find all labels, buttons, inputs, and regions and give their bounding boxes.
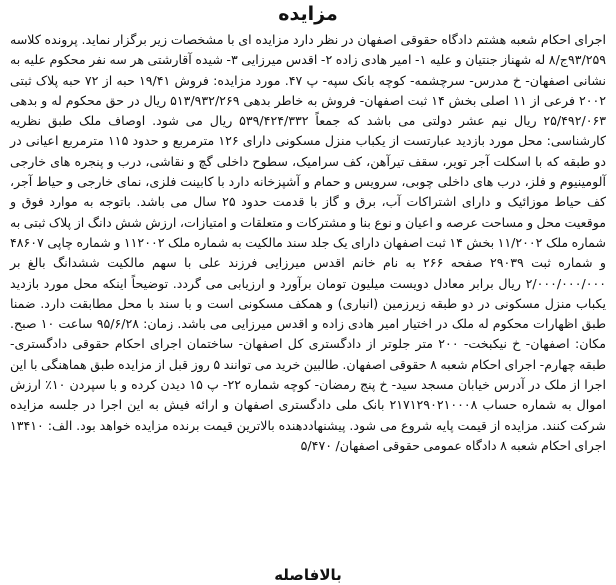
notice-footer-cut: بالافاصله [274,566,342,584]
notice-title: مزایده [278,3,338,25]
notice-body: اجرای احکام شعبه هشتم دادگاه حقوقی اصفهان در نظر دارد مزایده ای با مشخصات زیر برگزار نماید. پرونده کلاسه ۹۳/۲۵۹ج/۸ له شهناز جنتیان و علیه ۱- امیر هادی زاده ۲- اقدس میرزایی ۳- شیده آقارشتی هر سه نفر محکوم علیه به نشانی اصفهان- خ مدرس- سرچشمه- کوچه بانک سپه- پ ۴۷. مورد مزایده: فروش ۱۹/۴۱ حبه از ۷۲ حبه پلاک ثبتی ۲۰۰۲ فرعی از ۱۱ اصلی بخش ۱۴ ثبت اصفهان- فروش به خاطر بدهی ۵۱۳/۹۳۲/۲۶۹ ریال در حق محکوم له و بدهی ۲۵/۴۹۲/۰۶۳ ریال نیم عشر دولتی می باشد که جمعاً ۵۳۹/۴۲۴/۳۳۲ ریال می شود. اوصاف ملک طبق نظریه کارشناسی: محل مورد بازدید عبارتست از یکباب منزل مسکونی دارای ۱۲۶ مترمربع و حدود ۱۱۵ مترمربع اعیانی در دو طبقه که با اسکلت آجر تویر، سقف تیرآهن، کف سرامیک، سطوح داخلی گچ و نقاشی، درب و پنجره های خارجی آلومینیوم و فلز، درب های داخلی چوبی، سرویس و حمام و آشپزخانه دارد با کابینت فلزی، نمای خارجی و حیاط آجر، کف حیاط موزائیک و دارای اشتراکات آب، برق و گاز با قدمت حدود ۲۵ سال می باشد. باتوجه به موارد فوق و موقعیت محل و مساحت عرصه و اعیان و نوع بنا و مشترکات و متعلقات و امتیازات، ارزش شش دانگ از پلاک ثبتی به شماره ملک ۱۱/۲۰۰۲ بخش ۱۴ ثبت اصفهان دارای یک جلد سند مالکیت به شماره ملک ۱۱۲۰۰۲ و شماره چاپی ۴۸۶۰۷ و شماره ثبت ۲۹۰۳۹ صفحه ۲۶۶ به نام خانم اقدس میرزایی فرزند علی با سهم مالکیت ششدانگ بالغ بر ۲/۰۰۰/۰۰۰/۰۰۰ ریال برابر معادل دویست میلیون تومان برآورد و ارزیابی می گردد. توضیحاً اینکه محل مورد بازدید یکباب منزل مسکونی در دو طبقه زیرزمین (انباری) و همکف مسکونی است و با سند با محل مطابقت دارد. ضمنا طبق اظهارات محکوم له ملک در اختیار امیر هادی زاده و اقدس میرزایی می باشد. زمان: ۹۵/۶/۲۸ ساعت ۱۰ صبح. مکان: اصفهان- خ نیکبخت- ۲۰۰ متر جلوتر از دادگستری کل اصفهان- ساختمان اجرای احکام حقوقی دادگستری- طبقه چهارم- اجرای احکام شعبه ۸ حقوقی اصفهان. طالبین خرید می توانند ۵ روز قبل از مزایده طبق هماهنگی با این اجرا از ملک در آدرس خیابان مسجد سید- خ پنج رمضان- کوچه شماره ۲۲- پ ۱۵ دیدن کرده و با سپردن ۱۰٪ ارزش اموال به شماره حساب ۲۱۷۱۲۹۰۲۱۰۰۰۸ بانک ملی دادگستری اصفهان و ارائه فیش به این اجرا در جلسه مزایده شرکت کنند. مزایده از قیمت پایه شروع می شود. پیشنهاددهنده بالاترین قیمت برنده مزایده خواهد بود. الف: ۱۳۴۱۰ اجرای احکام شعبه ۸ دادگاه عمومی حقوقی اصفهان/ ۵/۴۷۰ [10,32,607,453]
